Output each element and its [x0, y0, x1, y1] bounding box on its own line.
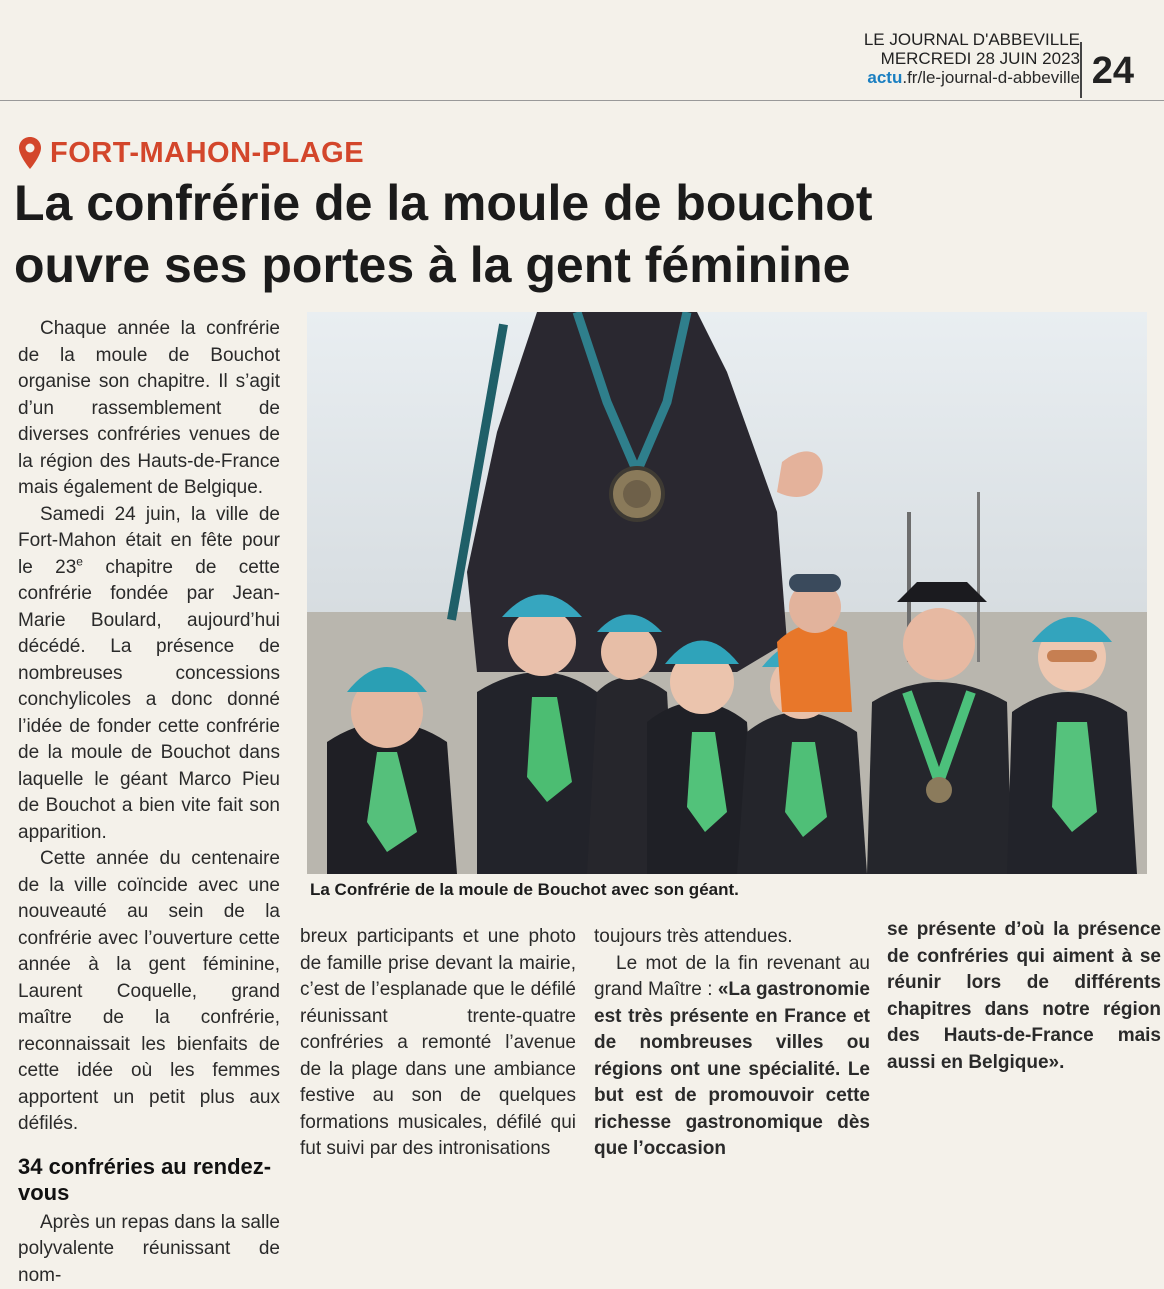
location-pin-icon [18, 136, 42, 170]
article-column-2 [300, 924, 576, 1163]
quote-text: se présente d’où la présence de confréries qui aiment à se réunir lors de différents chapitres dans notre région des Hauts-de-France mais aussi en Belgique». [887, 917, 1161, 1076]
article-column-1 [18, 316, 280, 1289]
paragraph: toujours très attendues. [594, 924, 870, 951]
paragraph [18, 502, 280, 847]
header-divider [1080, 42, 1082, 98]
quote-text: «La gastronomie est très présente en France et de nombreuses villes ou régions ont une spécialité. Le but est de promouvoir cette richesse gastronomique dès que l’occasion [594, 979, 870, 1159]
url-path[interactable]: .fr/le-journal-d-abbeville [902, 68, 1080, 87]
issue-date: MERCREDI 28 JUIN 2023 [864, 49, 1080, 68]
article-photo [307, 312, 1147, 874]
article-headline: La confrérie de la moule de bouchot ouvre ses portes à la gent féminine [14, 172, 1014, 296]
photo-illustration [307, 312, 1147, 874]
paragraph [594, 951, 870, 1163]
paragraph: Cette année du centenaire de la ville coïncide avec une nouveauté au sein de la confrérie avec l’ouverture cette année à la gent féminine, Laurent Coquelle, grand maître de la confrérie, reconnaissait les bienfaits de cette idée où les femmes apportent un petit plus aux défilés. [18, 846, 280, 1138]
paragraph: Chaque année la confrérie de la moule de Bouchot organise son chapitre. Il s’agit d’un rassemblement de diverses confréries venues de la région des Hauts-de-France mais également de Belgique. [18, 316, 280, 502]
kicker-location: FORT-MAHON-PLAGE [50, 137, 364, 170]
paragraph: Après un repas dans la salle polyvalente réunissant de nom- [18, 1210, 280, 1289]
paragraph-text: Samedi 24 juin, la ville de Fort-Mahon était en fête pour le 23 [18, 504, 280, 578]
paragraph: breux participants et une photo de famille prise devant la mairie, c’est de l’esplanade que le défilé réunissant trente-quatre confréries a remonté l’avenue de la plage dans une ambiance festive au son de quelques formations musicales, défilé qui fut suivi par des intronisations [300, 924, 576, 1163]
article-column-4 [887, 917, 1161, 1076]
paragraph-text: chapitre de cette confrérie fondée par Jean-Marie Boulard, aujourd’hui décédé. La présence de nombreuses concessions conchylicoles a donc donné l’idée de fonder cette confrérie de la moule de Bouchot dans laquelle le géant Marco Pieu de Bouchot a bien vite fait son apparition. [18, 557, 280, 843]
journal-name: LE JOURNAL D'ABBEVILLE [864, 30, 1080, 49]
paragraph-text: Le mot de la fin revenant au grand Maître : [594, 953, 870, 1001]
url-brand[interactable]: actu [867, 68, 902, 87]
header-rule [0, 100, 1164, 101]
article-column-3 [594, 924, 870, 1163]
photo-caption: La Confrérie de la moule de Bouchot avec son géant. [310, 880, 739, 900]
website-url[interactable] [864, 68, 1080, 88]
ordinal-suffix: e [76, 554, 83, 568]
page-header [864, 30, 1080, 88]
page-number: 24 [1092, 50, 1134, 93]
article-kicker [18, 136, 364, 170]
section-subhead: 34 confréries au rendez-vous [18, 1154, 280, 1206]
